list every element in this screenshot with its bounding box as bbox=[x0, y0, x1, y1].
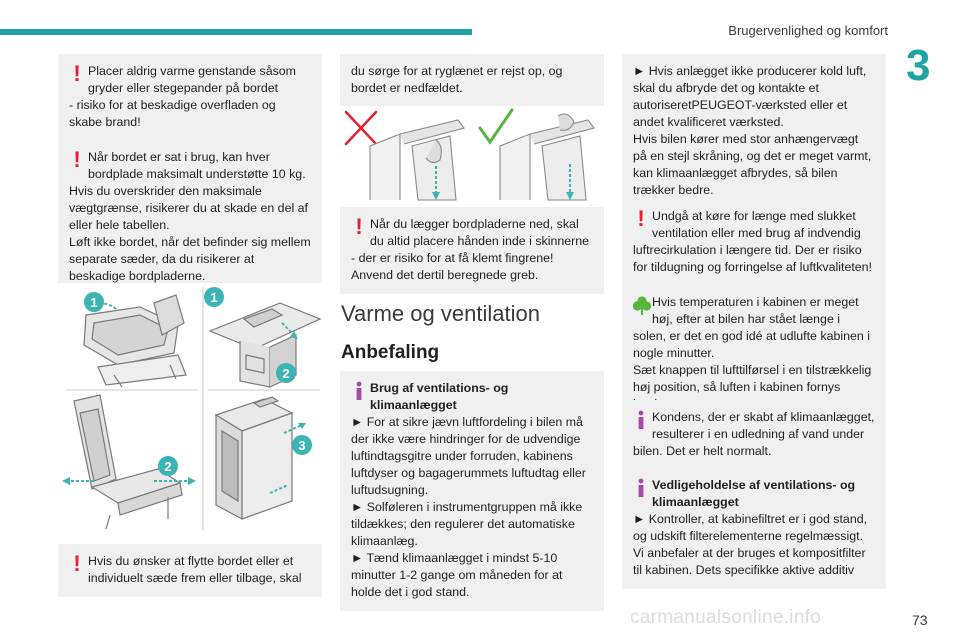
table-handling-illustration bbox=[340, 106, 604, 202]
warning-box-move-table bbox=[58, 544, 322, 597]
info-heading: Kondens, der er skabt af klimaanlægget, resulterer i en udledning af vand under bbox=[652, 410, 875, 441]
info-title: Brug af ventilations- og klimaanlægget bbox=[370, 381, 509, 412]
info-paragraph: ► For at sikre jævn luftfordeling i bilen må der ikke være hindringer for de udvendige luftindtagsgitre under forruden, kabinens luftdyser og bagagerummets luftudtag eller luftudsugning. bbox=[351, 415, 586, 497]
warning-exclamation-icon: ! bbox=[73, 61, 81, 86]
callout-number: 2 bbox=[282, 366, 290, 381]
warning-box-hot-objects bbox=[58, 54, 322, 141]
correct-handling-drawing bbox=[500, 114, 594, 200]
warning-heading: Hvis du ønsker at flytte bordet eller et individuelt sæde frem eller tilbage, skal bbox=[88, 554, 302, 585]
warning-box-fold-tables bbox=[340, 207, 604, 294]
info-icon bbox=[633, 410, 649, 430]
callout-badge bbox=[292, 435, 312, 455]
info-box-condensation bbox=[622, 400, 886, 470]
callout-badge bbox=[158, 456, 178, 476]
callout-number: 3 bbox=[298, 438, 306, 453]
warning-exclamation-icon: ! bbox=[73, 147, 81, 172]
callout-badge bbox=[204, 287, 224, 307]
seat-table-drawing bbox=[58, 283, 322, 535]
info-continuation-box bbox=[622, 54, 886, 209]
warning-continuation-box bbox=[340, 54, 604, 107]
table-console-drawing bbox=[216, 397, 292, 519]
arrow-head-icon bbox=[188, 477, 196, 485]
eco-body: solen, er det en god idé at udlufte kabinen i nogle minutter. bbox=[633, 329, 870, 360]
warning-box-recirculation bbox=[622, 199, 886, 286]
info-paragraph: ► Hvis anlægget ikke producerer kold luft, skal du afbryde det og kontakte et autoriseretPEUGEOT-værksted eller et andet kvalificeret værksted. bbox=[633, 64, 867, 129]
warning-body: du sørge for at ryglænet er rejst op, og bordet er nedfældet. bbox=[351, 64, 563, 95]
warning-exclamation-icon: ! bbox=[73, 551, 81, 576]
warning-body: - der er risiko for at få klemt fingrene! Anvend det dertil beregnede greb. bbox=[351, 251, 554, 282]
section-title: Varme og ventilation bbox=[341, 301, 540, 326]
info-box-ventilation-use bbox=[340, 371, 604, 611]
arrow-head-icon bbox=[62, 477, 70, 485]
info-paragraph: ► Solføleren i instrumentgruppen må ikke tildækkes; den regulerer det automatiske klimaanlæg. bbox=[351, 500, 583, 548]
page-number: 73 bbox=[912, 612, 928, 628]
info-paragraph: Hvis bilen kører med stor anhængervægt på en stejl skråning, og det er meget varmt, kan klimaanlægget afbrydes, så bilen trækker bedre. bbox=[633, 132, 872, 197]
warning-box-table-load bbox=[58, 140, 322, 295]
warning-body: Hvis du overskrider den maksimale vægtgrænse, risikerer du at skade en del af eller hele tabellen. bbox=[69, 184, 308, 232]
chapter-number: 3 bbox=[906, 41, 931, 90]
cross-icon bbox=[346, 112, 376, 144]
warning-body: Løft ikke bordet, når det befinder sig mellem separate sæder, da du risikerer at beskadige bordpladerne. bbox=[69, 235, 311, 283]
warning-body: luftrecirkulation i længere tid. Der er risiko for tildugning og forringelse af luftkvaliteten! bbox=[633, 243, 873, 274]
header-section-title: Brugervenlighed og komfort bbox=[728, 23, 888, 38]
seat-table-illustration bbox=[58, 283, 322, 535]
wrong-handling-drawing bbox=[370, 120, 464, 200]
info-paragraph: Vi anbefaler at der bruges et kompositfilter til kabinen. Dets specifikke aktive additiv bbox=[633, 546, 866, 577]
warning-exclamation-icon: ! bbox=[355, 214, 363, 239]
eco-heading: Hvis temperaturen i kabinen er meget høj, efter at bilen har stået længe i bbox=[652, 295, 859, 326]
info-box-maintenance bbox=[622, 468, 886, 589]
warning-heading: Når du lægger bordpladerne ned, skal du altid placere hånden inde i skinnerne bbox=[370, 217, 590, 248]
warning-exclamation-icon: ! bbox=[637, 206, 645, 231]
header-accent-bar bbox=[0, 29, 472, 35]
subsection-title: Anbefaling bbox=[341, 342, 440, 363]
check-icon bbox=[480, 110, 512, 142]
info-icon bbox=[351, 381, 367, 401]
info-paragraph: ► Kontroller, at kabinefiltret er i god stand, og udskift filterelementerne regelmæssigt. bbox=[633, 512, 868, 543]
callout-number: 1 bbox=[210, 290, 218, 305]
eco-clover-icon bbox=[632, 295, 652, 315]
info-paragraph: bilen. Det er helt normalt. bbox=[633, 444, 772, 458]
info-icon bbox=[633, 478, 649, 498]
info-title: Vedligeholdelse af ventilations- og klimaanlægget bbox=[652, 478, 856, 509]
warning-heading: Undgå at køre for længe med slukket ventilation eller med brug af indvendig bbox=[652, 209, 861, 240]
callout-badge bbox=[276, 363, 296, 383]
callout-number: 1 bbox=[90, 295, 98, 310]
warning-heading: Placer aldrig varme genstande såsom gryder eller stegepander på bordet bbox=[88, 64, 296, 95]
warning-body: - risiko for at beskadige overfladen og skabe brand! bbox=[69, 98, 276, 129]
callout-badge bbox=[84, 292, 104, 312]
callout-number: 2 bbox=[164, 459, 172, 474]
info-paragraph: ► Tænd klimaanlægget i mindst 5-10 minutter 1-2 gange om måneden for at holde det i god stand. bbox=[351, 551, 563, 599]
warning-heading: Når bordet er sat i brug, kan hver bordplade maksimalt understøtte 10 kg. bbox=[88, 150, 306, 181]
table-handling-drawing bbox=[340, 106, 604, 202]
extended-table-drawing bbox=[210, 303, 320, 387]
watermark-text: carmanualsonline.info bbox=[630, 607, 822, 628]
eco-body: Sæt knappen til lufttilførsel i en tilstrækkelig høj position, så luften i kabinen fornys bbox=[633, 363, 872, 394]
